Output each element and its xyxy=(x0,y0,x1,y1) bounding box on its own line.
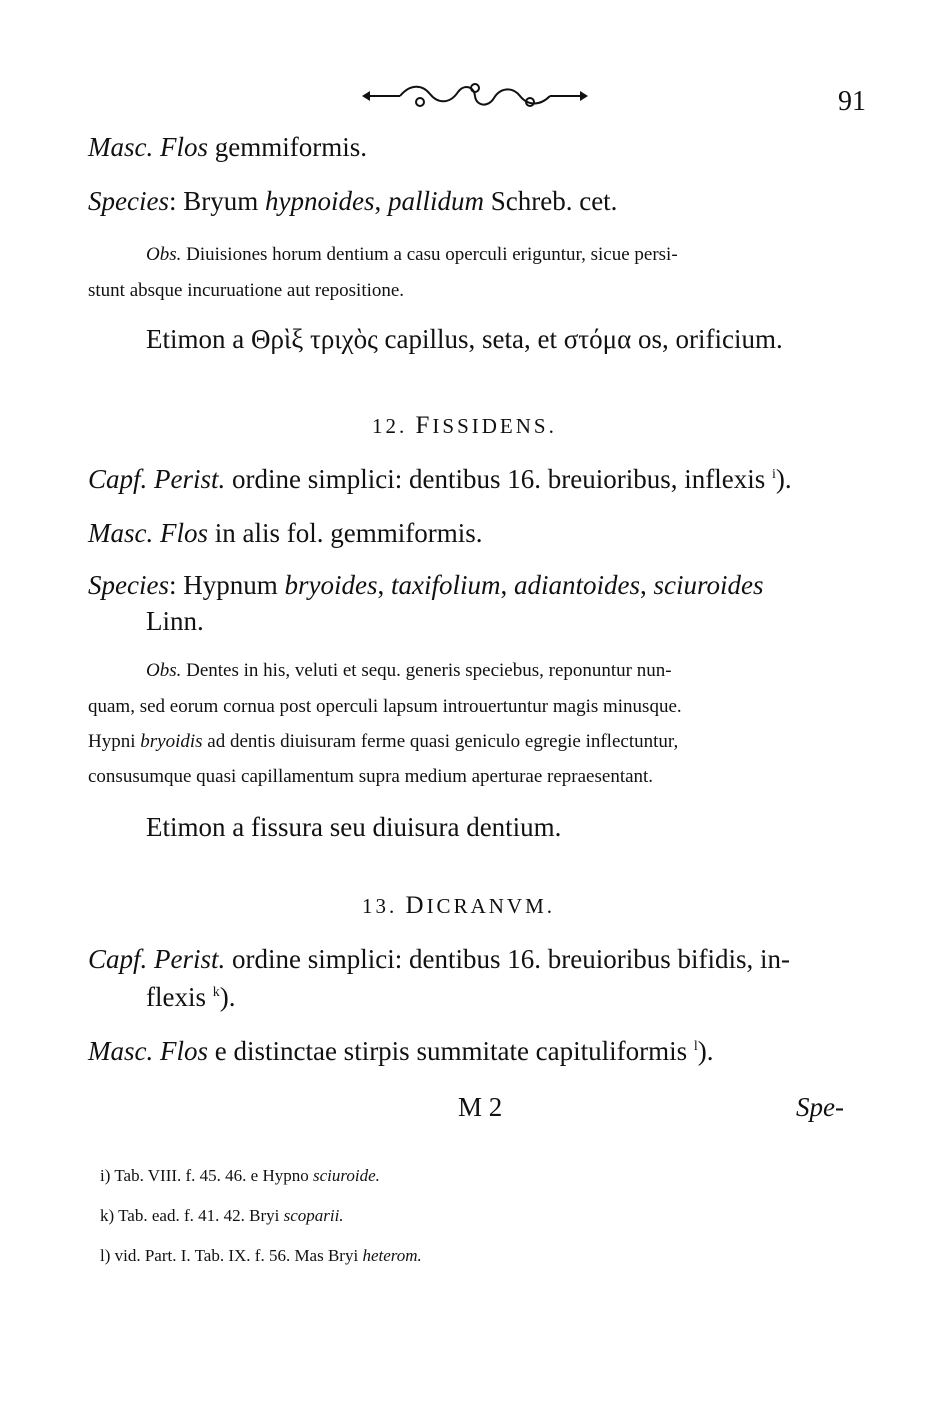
label-masc-flos: Masc. Flos xyxy=(88,132,208,162)
species-name: sciuroides xyxy=(653,570,764,600)
label-masc-flos: Masc. Flos xyxy=(88,518,208,548)
text: Dentes in his, veluti et sequ. generis speciebus, reponuntur nun- xyxy=(181,660,672,681)
footnote-species: scoparii. xyxy=(283,1206,344,1225)
text: Diuisiones horum dentium a casu operculi eriguntur, sicue persi- xyxy=(181,244,678,265)
footnote-k xyxy=(100,1206,344,1226)
section-heading-12 xyxy=(372,412,557,440)
masc-flos-line-13 xyxy=(88,1036,714,1067)
catchword: Spe- xyxy=(796,1092,844,1122)
text: ). xyxy=(697,1036,714,1066)
label-capf: Capf. Perist. xyxy=(88,944,226,974)
heading-rest: ICRANVM. xyxy=(426,894,555,918)
text: : Bryum xyxy=(168,186,265,216)
label-species: Species xyxy=(88,570,169,600)
heading-initial: D xyxy=(405,892,427,919)
footnote-ref-i: i xyxy=(771,467,776,482)
footnote-text: k) Tab. ead. f. 41. 42. Bryi xyxy=(100,1206,284,1225)
footnote-l xyxy=(100,1246,422,1266)
text: , xyxy=(500,570,514,600)
text: ). xyxy=(219,982,236,1012)
label-obs: Obs. xyxy=(146,244,182,265)
text: ordine simplici: dentibus 16. breuioribus, inflexis xyxy=(225,464,772,494)
footnote-species: sciuroide. xyxy=(313,1166,380,1185)
footnote-text: i) Tab. VIII. f. 45. 46. e Hypno xyxy=(100,1166,314,1185)
ornament-icon xyxy=(360,78,590,114)
obs-line-12b: quam, sed eorum cornua post operculi lapsum introuertuntur magis minusque. xyxy=(88,696,682,717)
capf-line-13a xyxy=(88,944,790,975)
text: , xyxy=(374,186,388,216)
capf-line-12 xyxy=(88,464,792,495)
obs-line-12c xyxy=(88,731,678,753)
text: , xyxy=(377,570,391,600)
text: ad dentis diuisuram ferme quasi geniculo egregie inflectuntur, xyxy=(202,731,679,752)
species-name: taxifolium xyxy=(390,570,501,600)
obs-line-12a xyxy=(146,660,672,682)
heading-initial: F xyxy=(415,412,433,439)
capf-line-13b xyxy=(146,982,236,1013)
species-name: pallidum xyxy=(387,186,484,216)
footnote-species: heterom. xyxy=(362,1246,422,1265)
text: gemmiformis. xyxy=(207,132,367,162)
footnote-ref-l: l xyxy=(693,1039,698,1054)
species-name: hypnoides xyxy=(264,186,375,216)
species-line-1 xyxy=(88,186,617,217)
obs-line-12d: consusumque quasi capillamentum supra medium aperturae repraesentant. xyxy=(88,766,654,787)
species-line-12a xyxy=(88,570,763,601)
footnote-ref-k: k xyxy=(212,985,220,1000)
signature-mark: M 2 xyxy=(458,1092,503,1122)
text: : Hypnum xyxy=(168,570,285,600)
etimon-line-1: Etimon a Θρὶξ τριχὸς capillus, seta, et στόμα os, orificium. xyxy=(146,324,783,354)
text: in alis fol. gemmiformis. xyxy=(207,518,483,548)
label-capf: Capf. Perist. xyxy=(88,464,226,494)
footnote-i xyxy=(100,1166,380,1186)
label-species: Species xyxy=(88,186,169,216)
heading-rest: ISSIDENS. xyxy=(432,414,557,438)
text: ordine simplici: dentibus 16. breuioribus bifidis, in- xyxy=(225,944,790,974)
text: Schreb. cet. xyxy=(483,186,618,216)
heading-number: 13. xyxy=(362,894,406,918)
text: Hypni xyxy=(88,731,141,752)
obs-line-1a xyxy=(146,244,678,266)
species-line-12b: Linn. xyxy=(146,606,204,636)
etimon-line-12: Etimon a fissura seu diuisura dentium. xyxy=(146,812,562,842)
heading-number: 12. xyxy=(372,414,416,438)
masc-flos-line-12 xyxy=(88,518,482,549)
species-name: bryoidis xyxy=(140,731,203,752)
section-heading-13 xyxy=(362,892,555,920)
label-masc-flos: Masc. Flos xyxy=(88,1036,208,1066)
text: , xyxy=(639,570,654,600)
species-name: bryoides xyxy=(284,570,378,600)
text: e distinctae stirpis summitate capituliformis xyxy=(207,1036,694,1066)
footnote-text: l) vid. Part. I. Tab. IX. f. 56. Mas Bryi xyxy=(100,1246,363,1265)
masc-flos-line-1 xyxy=(88,132,367,163)
text: flexis xyxy=(146,982,213,1012)
species-name: adiantoides xyxy=(513,570,640,600)
label-obs: Obs. xyxy=(146,660,182,681)
obs-line-1b: stunt absque incuruatione aut repositione. xyxy=(88,280,405,301)
page-number: 91 xyxy=(838,86,866,117)
text: ). xyxy=(775,464,792,494)
